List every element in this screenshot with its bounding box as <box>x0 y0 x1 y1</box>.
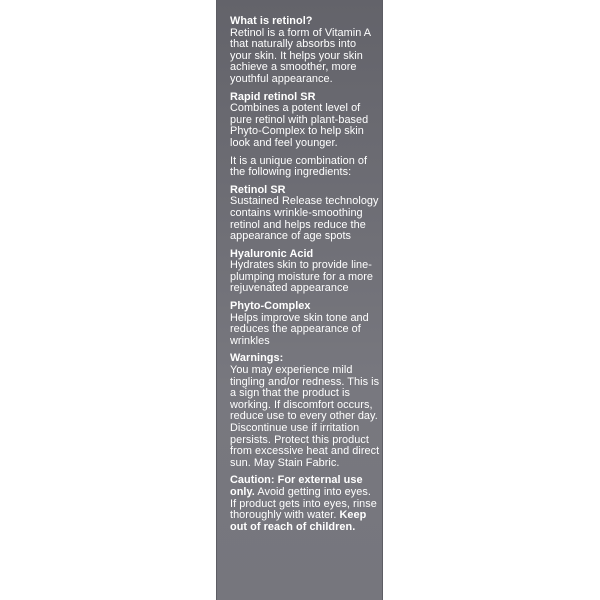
what-is-retinol-heading: What is retinol? <box>230 15 313 27</box>
rapid-retinol-text: Combines a potent level of pure retinol with plant-based Phyto-Complex to help skin look and feel younger. <box>230 102 369 149</box>
caution-lead: Caution: For external use only. <box>230 474 363 498</box>
ingredient-name: Retinol SR <box>230 183 286 196</box>
ingredient-retinol-sr <box>230 185 380 243</box>
caution-section <box>230 475 380 533</box>
ingredient-description: Helps improve skin tone and reduces the appearance of wrinkles <box>230 311 369 347</box>
ingredient-phyto-complex <box>230 301 380 347</box>
panel-text <box>230 16 380 539</box>
ingredient-description: Hydrates skin to provide line-plumping moisture for a more rejuvenated appearance <box>230 259 374 295</box>
package-side-panel <box>216 0 383 600</box>
warnings-heading: Warnings: <box>230 352 284 365</box>
ingredient-name: Phyto-Complex <box>230 300 311 313</box>
rapid-retinol-section <box>230 92 380 150</box>
warnings-section <box>230 353 380 469</box>
ingredient-hyaluronic-acid <box>230 249 380 295</box>
ingredient-name: Hyaluronic Acid <box>230 247 314 260</box>
caution-text <box>230 475 380 533</box>
ingredient-description: Sustained Release technology contains wrinkle-smoothing retinol and helps reduce the appearance of age spots <box>230 195 379 243</box>
what-is-retinol-text: Retinol is a form of Vitamin A that naturally absorbs into your skin. It helps your skin achieve a smoother, more youthful appearance. <box>230 26 371 85</box>
rapid-retinol-heading: Rapid retinol SR <box>230 90 316 103</box>
ingredients-intro-text: It is a unique combination of the following ingredients: <box>230 154 368 179</box>
warnings-text: You may experience mild tingling and/or redness. This is a sign that the product is working. If discomfort occurs, reduce use to every other day. Discontinue use if irritation persists. Protect this product from excessive heat and direct sun. May Stain Fabric. <box>230 364 380 469</box>
what-is-retinol-section <box>230 16 380 86</box>
caution-body: Avoid getting into eyes. If product gets into eyes, rinse thoroughly with water. <box>230 485 377 522</box>
ingredients-intro <box>230 156 380 179</box>
caution-tail: Keep out of reach of children. <box>230 509 367 533</box>
